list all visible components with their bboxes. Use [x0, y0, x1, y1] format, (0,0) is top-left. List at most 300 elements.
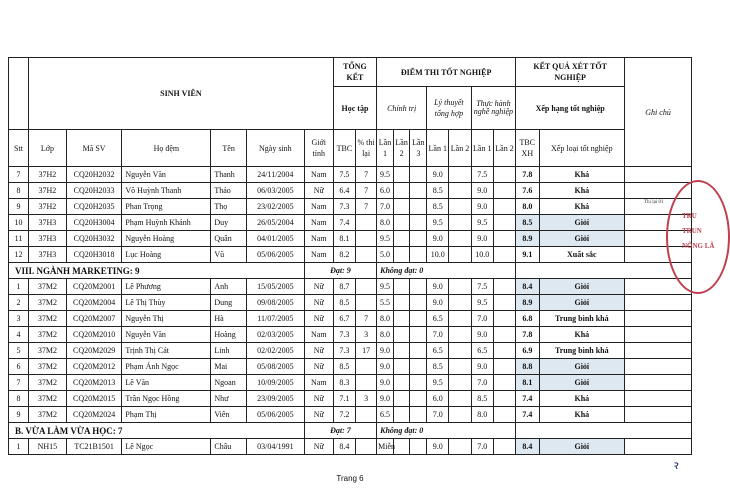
cell-lt2 — [449, 407, 471, 423]
cell-stt: 10 — [9, 215, 29, 231]
table-row — [9, 391, 692, 407]
cell-tbc: 6.7 — [333, 311, 355, 327]
cell-ngay-sinh: 05/06/2005 — [246, 407, 304, 423]
cell-lt2 — [449, 359, 471, 375]
cell-ct2 — [393, 343, 410, 359]
cell-tbc: 8.5 — [333, 359, 355, 375]
ct-lan3-header: Lần 3 — [410, 130, 427, 167]
cell-tbc: 6.4 — [333, 183, 355, 199]
cell-tbcxh: 6.8 — [516, 311, 539, 327]
cell-th2 — [493, 183, 515, 199]
cell-ho-dem: Trịnh Thị Cát — [122, 343, 211, 359]
cell-ho-dem: Lê Phương — [122, 279, 211, 295]
cell-th2 — [493, 247, 515, 263]
cell-ngay-sinh: 06/03/2005 — [246, 183, 304, 199]
cell-th2 — [493, 199, 515, 215]
cell-xep-loai: Khá — [539, 407, 625, 423]
cell-lop: 37H3 — [29, 231, 67, 247]
cell-ten: Như — [211, 391, 247, 407]
cell-ma-sv: CQ20H3018 — [66, 247, 122, 263]
cell-th2 — [493, 295, 515, 311]
gioi-tinh-header: Giới tính — [304, 130, 333, 167]
cell-lop: 37H3 — [29, 247, 67, 263]
cell-ngay-sinh: 24/11/2004 — [246, 167, 304, 183]
cell-ct3 — [410, 439, 427, 455]
cell-lt1: 8.5 — [427, 359, 449, 375]
cell-ho-dem: Phạm Thị — [122, 407, 211, 423]
cell-th1: 10.0 — [471, 247, 493, 263]
cell-ct1: 8.0 — [377, 327, 394, 343]
cell-lop: 37M2 — [29, 391, 67, 407]
cell-pct — [356, 247, 377, 263]
cell-gioi-tinh: Nam — [304, 215, 333, 231]
graduation-results-table — [8, 57, 692, 455]
cell-tbcxh: 8.9 — [516, 295, 539, 311]
cell-ma-sv: CQ20M2010 — [66, 327, 122, 343]
table-row — [9, 375, 692, 391]
group-pad — [516, 423, 692, 439]
cell-ct3 — [410, 183, 427, 199]
ngay-sinh-header: Ngày sinh — [246, 130, 304, 167]
cell-pct — [356, 215, 377, 231]
cell-lt2 — [449, 311, 471, 327]
cell-stt: 8 — [9, 183, 29, 199]
cell-ct1: 9.5 — [377, 231, 394, 247]
cell-ct2 — [393, 439, 410, 455]
cell-lt1: 8.5 — [427, 183, 449, 199]
cell-ngay-sinh: 15/05/2005 — [246, 279, 304, 295]
cell-tbcxh: 8.1 — [516, 375, 539, 391]
cell-lt2 — [449, 247, 471, 263]
cell-pct: 7 — [356, 183, 377, 199]
cell-ma-sv: CQ20H2032 — [66, 167, 122, 183]
header-row-1 — [9, 58, 692, 87]
cell-ten: Thanh — [211, 167, 247, 183]
cell-ngay-sinh: 05/08/2005 — [246, 359, 304, 375]
cell-lt1: 8.5 — [427, 199, 449, 215]
ket-qua-header: KẾT QUẢ XÉT TỐT NGHIỆP — [516, 58, 625, 87]
cell-stt: 1 — [9, 279, 29, 295]
cell-gioi-tinh: Nam — [304, 167, 333, 183]
stamp-line: NÔNG LÂ — [682, 242, 715, 250]
cell-xep-loai: Giỏi — [539, 231, 625, 247]
cell-lt1: 9.0 — [427, 279, 449, 295]
xep-loai-header: Xếp loại tốt nghiệp — [539, 130, 625, 167]
cell-ho-dem: Lê Văn — [122, 375, 211, 391]
cell-ghi-chu — [625, 407, 692, 423]
cell-lt2 — [449, 439, 471, 455]
table-row — [9, 231, 692, 247]
cell-gioi-tinh: Nữ — [304, 183, 333, 199]
cell-ghi-chu — [625, 375, 692, 391]
cell-tbcxh: 6.9 — [516, 343, 539, 359]
header-row-3 — [9, 130, 692, 167]
cell-lt1: 6.0 — [427, 391, 449, 407]
table-row — [9, 359, 692, 375]
cell-xep-loai: Khá — [539, 391, 625, 407]
cell-ten: Thảo — [211, 183, 247, 199]
cell-ngay-sinh: 04/01/2005 — [246, 231, 304, 247]
cell-lt1: 7.0 — [427, 327, 449, 343]
cell-ct2 — [393, 407, 410, 423]
table-row — [9, 247, 692, 263]
cell-ten: Mai — [211, 359, 247, 375]
table-row — [9, 439, 692, 455]
cell-gioi-tinh: Nữ — [304, 279, 333, 295]
cell-lt2 — [449, 231, 471, 247]
cell-lt1: 7.0 — [427, 407, 449, 423]
cell-ct2 — [393, 391, 410, 407]
cell-th1: 9.5 — [471, 295, 493, 311]
cell-ct2 — [393, 327, 410, 343]
cell-ho-dem: Nguyễn Văn — [122, 167, 211, 183]
cell-ct3 — [410, 311, 427, 327]
cell-lop: 37M2 — [29, 343, 67, 359]
cell-ten: Anh — [211, 279, 247, 295]
cell-th1: 8.5 — [471, 391, 493, 407]
table-row — [9, 279, 692, 295]
cell-gioi-tinh: Nữ — [304, 343, 333, 359]
cell-ct1: Miễn — [377, 439, 394, 455]
cell-ct3 — [410, 295, 427, 311]
cell-ma-sv: TC21B1501 — [66, 439, 122, 455]
cell-ten: Linh — [211, 343, 247, 359]
cell-tbc: 8.5 — [333, 295, 355, 311]
cell-tbc: 7.3 — [333, 199, 355, 215]
table-row — [9, 311, 692, 327]
cell-lop: 37M2 — [29, 311, 67, 327]
cell-gioi-tinh: Nữ — [304, 407, 333, 423]
cell-ghi-chu — [625, 391, 692, 407]
cell-ma-sv: CQ20H2033 — [66, 183, 122, 199]
cell-tbc: 8.3 — [333, 375, 355, 391]
cell-gioi-tinh: Nam — [304, 231, 333, 247]
table-row — [9, 343, 692, 359]
lop-header: Lớp — [29, 130, 67, 167]
cell-lt2 — [449, 215, 471, 231]
cell-lop: 37H2 — [29, 167, 67, 183]
cell-th1: 9.5 — [471, 215, 493, 231]
cell-ngay-sinh: 05/06/2005 — [246, 247, 304, 263]
cell-th2 — [493, 231, 515, 247]
ghi-chu-header: Ghi chú — [625, 58, 692, 167]
cell-lt1: 6.5 — [427, 311, 449, 327]
cell-xep-loai: Giỏi — [539, 375, 625, 391]
cell-ho-dem: Lê Thị Thùy — [122, 295, 211, 311]
cell-lop: 37M2 — [29, 407, 67, 423]
cell-pct — [356, 295, 377, 311]
cell-stt: 2 — [9, 295, 29, 311]
cell-tbcxh: 8.4 — [516, 279, 539, 295]
cell-tbc: 8.7 — [333, 279, 355, 295]
cell-lt1: 9.0 — [427, 231, 449, 247]
th-lan1-header: Lần 1 — [471, 130, 493, 167]
cell-gioi-tinh: Nữ — [304, 439, 333, 455]
cell-th1: 8.0 — [471, 407, 493, 423]
cell-ho-dem: Phạm Huỳnh Khánh — [122, 215, 211, 231]
cell-ct2 — [393, 375, 410, 391]
cell-xep-loai: Xuất sắc — [539, 247, 625, 263]
cell-ct1: 8.0 — [377, 311, 394, 327]
cell-lt2 — [449, 167, 471, 183]
group-khong-dat: Không đạt: 0 — [377, 423, 516, 439]
cell-ma-sv: CQ20M2004 — [66, 295, 122, 311]
cell-th1: 9.0 — [471, 327, 493, 343]
cell-ma-sv: CQ20M2024 — [66, 407, 122, 423]
cell-ten: Duy — [211, 215, 247, 231]
cell-th2 — [493, 359, 515, 375]
cell-ma-sv: CQ20M2015 — [66, 391, 122, 407]
cell-stt: 9 — [9, 199, 29, 215]
cell-xep-loai: Giỏi — [539, 439, 625, 455]
cell-lt1: 9.0 — [427, 439, 449, 455]
xep-hang-header: Xếp hạng tốt nghiệp — [516, 87, 625, 130]
cell-lt1: 9.5 — [427, 375, 449, 391]
cell-ct1: 9.0 — [377, 359, 394, 375]
cell-pct: 7 — [356, 199, 377, 215]
cell-ten: Dung — [211, 295, 247, 311]
cell-stt: 11 — [9, 231, 29, 247]
cell-xep-loai: Khá — [539, 327, 625, 343]
group-pad — [516, 263, 692, 279]
cell-ten: Quân — [211, 231, 247, 247]
cell-ma-sv: CQ20H3032 — [66, 231, 122, 247]
cell-stt: 3 — [9, 311, 29, 327]
diem-thi-header: ĐIỂM THI TỐT NGHIỆP — [377, 58, 516, 87]
cell-pct: 17 — [356, 343, 377, 359]
table-row — [9, 215, 692, 231]
cell-ngay-sinh: 11/07/2005 — [246, 311, 304, 327]
lt-lan1-header: Lần 1 — [427, 130, 449, 167]
ct-lan1-header: Lần 1 — [377, 130, 394, 167]
cell-ct1: 5.5 — [377, 295, 394, 311]
cell-gioi-tinh: Nữ — [304, 391, 333, 407]
cell-lop: 37H3 — [29, 215, 67, 231]
cell-ct3 — [410, 247, 427, 263]
cell-lt2 — [449, 199, 471, 215]
cell-tbcxh: 8.9 — [516, 231, 539, 247]
cell-lt1: 9.5 — [427, 215, 449, 231]
cell-th2 — [493, 391, 515, 407]
cell-ten: Thọ — [211, 199, 247, 215]
cell-tbc: 7.4 — [333, 215, 355, 231]
cell-ghi-chu — [625, 359, 692, 375]
cell-th1: 7.0 — [471, 311, 493, 327]
cell-xep-loai: Trung bình khá — [539, 311, 625, 327]
cell-ma-sv: CQ20M2001 — [66, 279, 122, 295]
group-dat: Đạt: 9 — [304, 263, 376, 279]
cell-lt2 — [449, 375, 471, 391]
cell-stt: 9 — [9, 407, 29, 423]
signature-mark: ꝛ — [672, 458, 678, 472]
cell-gioi-tinh: Nam — [304, 247, 333, 263]
cell-tbcxh: 7.4 — [516, 391, 539, 407]
cell-lt2 — [449, 327, 471, 343]
cell-pct: 7 — [356, 167, 377, 183]
cell-lop: 37H2 — [29, 183, 67, 199]
cell-ten: Hoàng — [211, 327, 247, 343]
cell-xep-loai: Giỏi — [539, 359, 625, 375]
cell-th1: 9.0 — [471, 199, 493, 215]
cell-ct2 — [393, 279, 410, 295]
cell-lop: 37H2 — [29, 199, 67, 215]
cell-ho-dem: Võ Huỳnh Thanh — [122, 183, 211, 199]
cell-ct3 — [410, 391, 427, 407]
cell-tbc: 8.2 — [333, 247, 355, 263]
cell-ho-dem: Lê Ngọc — [122, 439, 211, 455]
cell-lt1: 10.0 — [427, 247, 449, 263]
ten-header: Tên — [211, 130, 247, 167]
cell-ngay-sinh: 02/02/2005 — [246, 343, 304, 359]
cell-ghi-chu — [625, 311, 692, 327]
cell-ma-sv: CQ20H2035 — [66, 199, 122, 215]
cell-gioi-tinh: Nam — [304, 199, 333, 215]
stt-header: Stt — [9, 130, 29, 167]
cell-ho-dem: Nguyễn Thị — [122, 311, 211, 327]
cell-tbcxh: 7.6 — [516, 183, 539, 199]
cell-lop: 37M2 — [29, 375, 67, 391]
cell-th1: 9.0 — [471, 183, 493, 199]
cell-tbcxh: 7.4 — [516, 407, 539, 423]
cell-th1: 6.5 — [471, 343, 493, 359]
cell-ct1: 6.5 — [377, 407, 394, 423]
ma-sv-header: Mã SV — [66, 130, 122, 167]
cell-lt1: 9.0 — [427, 167, 449, 183]
sinh-vien-header: SINH VIÊN — [29, 58, 334, 130]
tong-ket-header: TỔNG KẾT — [333, 58, 376, 87]
cell-tbc: 7.2 — [333, 407, 355, 423]
cell-tbc: 7.5 — [333, 167, 355, 183]
group-title: VIII. NGÀNH MARKETING: 9 — [9, 263, 305, 279]
pct-thi-lai-header: % thi lại — [356, 130, 377, 167]
cell-lt2 — [449, 343, 471, 359]
tbc-header: TBC — [333, 130, 355, 167]
cell-ct2 — [393, 295, 410, 311]
cell-ho-dem: Lục Hoàng — [122, 247, 211, 263]
cell-ct1: 9.0 — [377, 391, 394, 407]
cell-lop: 37M2 — [29, 359, 67, 375]
cell-ct3 — [410, 359, 427, 375]
cell-tbcxh: 8.5 — [516, 215, 539, 231]
cell-xep-loai: Giỏi — [539, 279, 625, 295]
group-title: B. VỪA LÀM VỪA HỌC: 7 — [9, 423, 305, 439]
cell-xep-loai: Giỏi — [539, 215, 625, 231]
cell-ma-sv: CQ20M2007 — [66, 311, 122, 327]
cell-pct — [356, 359, 377, 375]
cell-pct — [356, 407, 377, 423]
cell-ngay-sinh: 23/02/2005 — [246, 199, 304, 215]
ho-dem-header: Họ đệm — [122, 130, 211, 167]
cell-xep-loai: Khá — [539, 167, 625, 183]
cell-lt2 — [449, 279, 471, 295]
cell-ct3 — [410, 375, 427, 391]
cell-ghi-chu — [625, 295, 692, 311]
cell-ngay-sinh: 23/09/2005 — [246, 391, 304, 407]
cell-gioi-tinh: Nam — [304, 327, 333, 343]
cell-stt: 7 — [9, 167, 29, 183]
group-dat: Đạt: 7 — [304, 423, 376, 439]
cell-stt: 4 — [9, 327, 29, 343]
cell-pct — [356, 279, 377, 295]
table-row — [9, 183, 692, 199]
cell-ct3 — [410, 215, 427, 231]
cell-ct3 — [410, 407, 427, 423]
cell-tbcxh: 7.8 — [516, 327, 539, 343]
cell-stt: 7 — [9, 375, 29, 391]
cell-ma-sv: CQ20M2013 — [66, 375, 122, 391]
cell-th2 — [493, 327, 515, 343]
cell-ct3 — [410, 199, 427, 215]
cell-lt2 — [449, 391, 471, 407]
cell-ct3 — [410, 167, 427, 183]
table-row — [9, 295, 692, 311]
cell-ten: Châu — [211, 439, 247, 455]
cell-pct: 7 — [356, 311, 377, 327]
cell-gioi-tinh: Nữ — [304, 359, 333, 375]
cell-stt: 5 — [9, 343, 29, 359]
cell-ct2 — [393, 359, 410, 375]
cell-ho-dem: Nguyễn Văn — [122, 327, 211, 343]
cell-stt: 12 — [9, 247, 29, 263]
cell-ma-sv: CQ20M2012 — [66, 359, 122, 375]
cell-tbc: 7.1 — [333, 391, 355, 407]
cell-ten: Hà — [211, 311, 247, 327]
cell-stt: 8 — [9, 391, 29, 407]
cell-tbcxh: 8.8 — [516, 359, 539, 375]
cell-lt1: 6.5 — [427, 343, 449, 359]
cell-ho-dem: Phan Trọng — [122, 199, 211, 215]
cell-stt: 6 — [9, 359, 29, 375]
thuc-hanh-header: Thực hành nghề nghiệp — [471, 87, 516, 130]
group-header-row — [9, 423, 692, 439]
cell-ct3 — [410, 327, 427, 343]
cell-pct: 3 — [356, 327, 377, 343]
cell-tbc: 8.1 — [333, 231, 355, 247]
cell-th1: 7.0 — [471, 375, 493, 391]
cell-ngay-sinh: 10/09/2005 — [246, 375, 304, 391]
cell-ma-sv: CQ20M2029 — [66, 343, 122, 359]
cell-lt2 — [449, 295, 471, 311]
cell-ngay-sinh: 03/04/1991 — [246, 439, 304, 455]
stamp-line: TRUN — [682, 227, 702, 235]
cell-ngay-sinh: 09/08/2005 — [246, 295, 304, 311]
cell-ct2 — [393, 215, 410, 231]
table-row — [9, 167, 692, 183]
ct-lan2-header: Lần 2 — [393, 130, 410, 167]
hoc-tap-header: Học tập — [333, 87, 376, 130]
cell-ho-dem: Trần Ngọc Hồng — [122, 391, 211, 407]
cell-lt1: 9.0 — [427, 295, 449, 311]
cell-th2 — [493, 439, 515, 455]
cell-ma-sv: CQ20H3004 — [66, 215, 122, 231]
cell-ho-dem: Nguyễn Hoàng — [122, 231, 211, 247]
cell-th1: 7.5 — [471, 279, 493, 295]
cell-gioi-tinh: Nữ — [304, 311, 333, 327]
cell-th2 — [493, 375, 515, 391]
cell-ct1: 6.0 — [377, 183, 394, 199]
side-note: Thi lại 01 — [644, 200, 664, 205]
cell-ghi-chu — [625, 343, 692, 359]
cell-tbcxh: 7.8 — [516, 167, 539, 183]
cell-tbc: 7.3 — [333, 327, 355, 343]
cell-ten: Vũ — [211, 247, 247, 263]
group-khong-dat: Không đạt: 0 — [377, 263, 516, 279]
lt-lan2-header: Lần 2 — [449, 130, 471, 167]
cell-th2 — [493, 407, 515, 423]
cell-ct1: 7.0 — [377, 199, 394, 215]
cell-ct1: 9.5 — [377, 279, 394, 295]
cell-ct2 — [393, 183, 410, 199]
